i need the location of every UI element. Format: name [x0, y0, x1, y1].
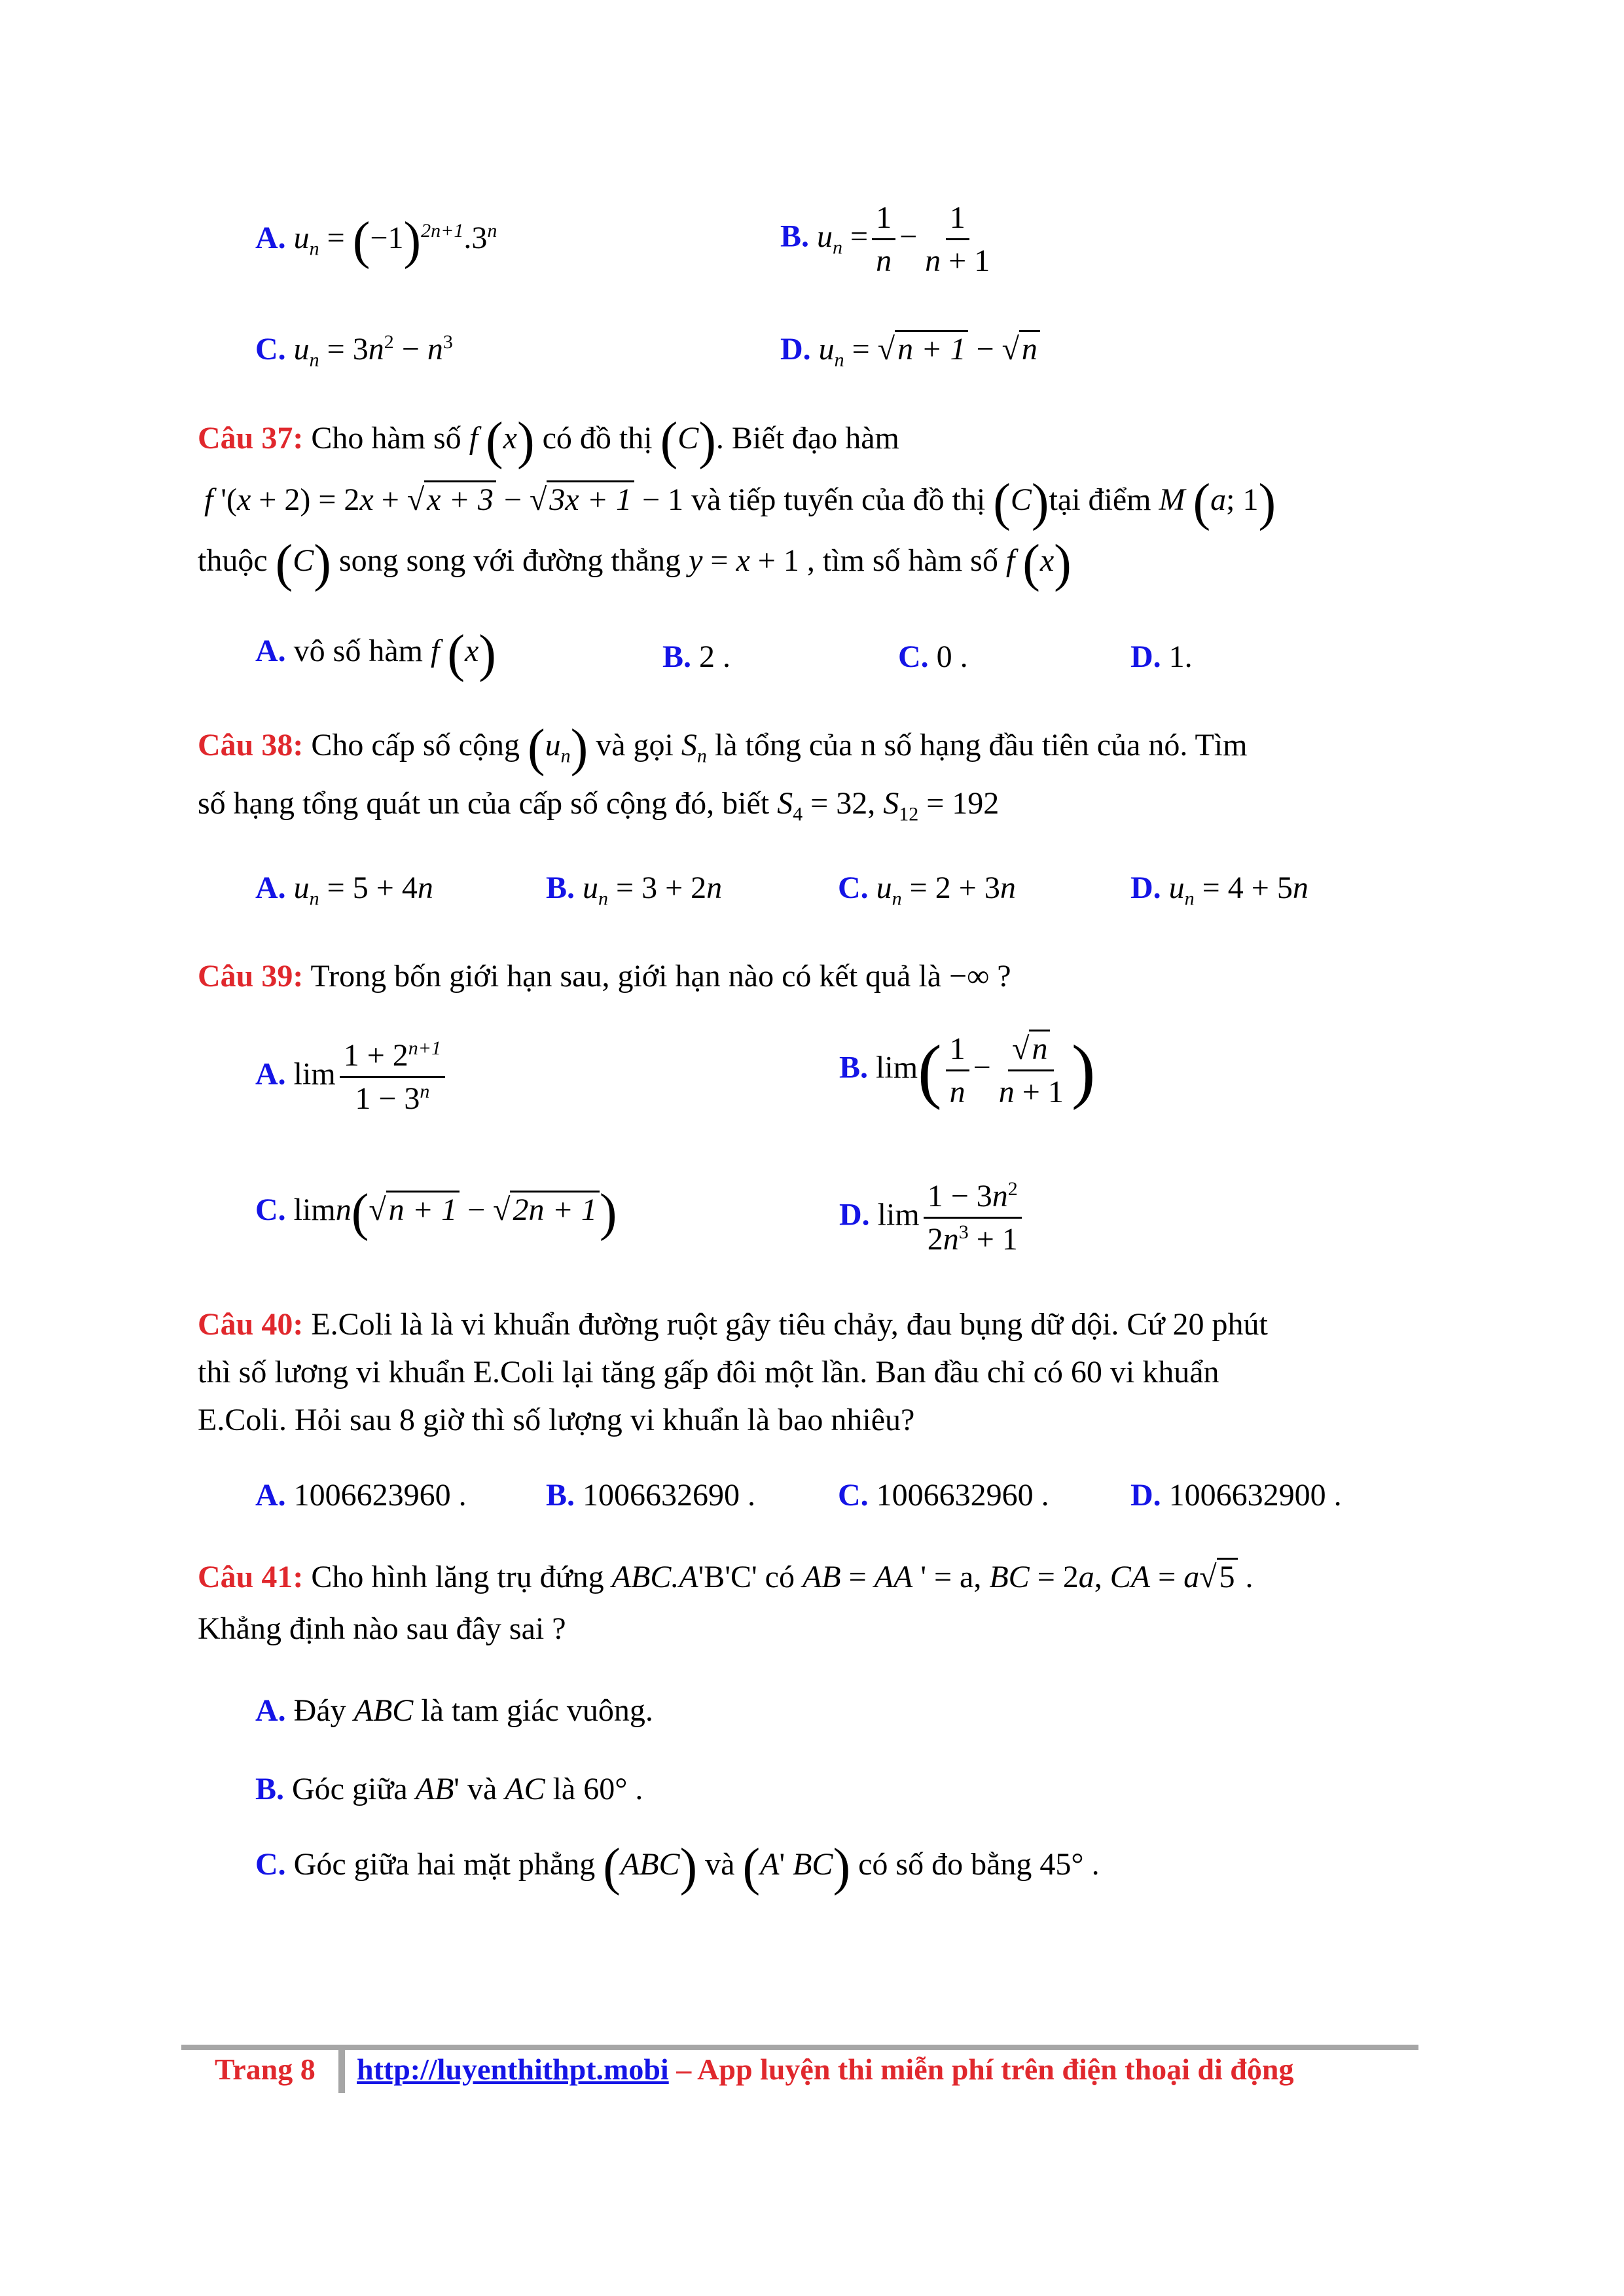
q38-option-c: C. $u_n = 2 + 3n$: [838, 870, 1016, 910]
q37-line2: f '(x + 2) = 2x + √x + 3 − √3x + 1 − 1 và tiếp tuyến của đồ thị (C)tại điểm M (a; 1): [204, 473, 1276, 531]
footer-divider: [338, 2047, 345, 2093]
footer-page-number: Trang 8: [215, 2053, 316, 2086]
question-label: Câu 41:: [198, 1560, 304, 1594]
question-label: Câu 40:: [198, 1307, 304, 1342]
footer-tagline: – App luyện thi miễn phí trên điện thoại di động: [668, 2053, 1294, 2086]
q37-options: [255, 624, 496, 683]
q38-option-b: B. $u_n = 3 + 2n$: [546, 870, 723, 910]
q39-option-c: C. limn(√n + 1 − √2n + 1): [255, 1183, 617, 1242]
q40-line2: thì số lương vi khuẩn E.Coli lại tăng gấp đôi một lần. Ban đầu chỉ có 60 vi khuẩn: [198, 1355, 1219, 1390]
q38-line1: Câu 38: Cho cấp số cộng $(u_n)$ và gọi $S_n$ là tổng của n số hạng đầu tiên của nó. Tìm: [198, 719, 1248, 777]
option-label: B.: [780, 219, 810, 254]
q40-line1: Câu 40: E.Coli là là vi khuẩn đường ruột gây tiêu chảy, đau bụng dữ dội. Cứ 20 phút: [198, 1307, 1268, 1342]
q41-option-b: B. Góc giữa AB' và AC là 60° .: [255, 1772, 643, 1806]
q36-option-b: [780, 200, 998, 279]
footer-rule: [181, 2045, 1418, 2050]
option-label: A.: [255, 221, 286, 255]
q37-line1: Câu 37: Cho hàm số f (x) có đồ thị (C). Biết đạo hàm: [198, 412, 899, 470]
q39-option-b: B. lim( $\frac{1}{n}$ − $\frac{√n}{n + 1}$ ): [839, 1030, 1096, 1111]
q36-a-math: $u_n = (-1)^{2n+1}.3^n$: [293, 211, 497, 270]
q36-option-c: [255, 331, 453, 372]
q39-option-d: D. lim $\frac{1 - 3n^2}{2n^3 + 1}$: [839, 1178, 1026, 1257]
q41-line1: Câu 41: Cho hình lăng trụ đứng ABC.A'B'C' có AB = AA ' = a, BC = 2a, CA = a√5 .: [198, 1558, 1254, 1596]
q40-option-c: C. 1006632960 .: [838, 1478, 1049, 1513]
q36-c-math: $u_n = 3n^2 - n^3$: [293, 331, 453, 371]
q38-option-d: D. $u_n = 4 + 5n$: [1130, 870, 1308, 910]
q41-line2: Khẳng định nào sau đây sai ?: [198, 1611, 566, 1646]
q37-option-b: B. 2 .: [662, 639, 731, 674]
question-label: Câu 39:: [198, 959, 304, 994]
option-label: D.: [780, 332, 811, 367]
q40-option-a: A. 1006623960 .: [255, 1478, 467, 1513]
q40-option-d: D. 1006632900 .: [1130, 1478, 1342, 1513]
q37-option-a: A. vô số hàm f (x): [255, 624, 496, 683]
question-label: Câu 37:: [198, 421, 304, 456]
q39-stem: Câu 39: Trong bốn giới hạn sau, giới hạn nào có kết quả là −∞ ?: [198, 959, 1011, 994]
footer-link[interactable]: http://luyenthithpt.mobi: [357, 2053, 669, 2086]
derivative-equation: f '(x + 2) = 2x + √x + 3 − √3x + 1 − 1: [204, 482, 683, 517]
option-label: C.: [255, 332, 286, 367]
q37-option-c: C. 0 .: [898, 639, 968, 674]
q39-option-a: A. lim $\frac{1 + 2^{n+1}}{1 - 3^n}$: [255, 1037, 449, 1117]
q40-line3: E.Coli. Hỏi sau 8 giờ thì số lượng vi khuẩn là bao nhiêu?: [198, 1403, 915, 1437]
q36-d-math: $u_n = √n + 1 - √n$: [819, 332, 1040, 367]
footer-text: [357, 2052, 1293, 2087]
q41-option-c: C. Góc giữa hai mặt phẳng (ABC) và (A' BC) có số đo bằng 45° .: [255, 1838, 1100, 1896]
q41-option-a: A. Đáy ABC là tam giác vuông.: [255, 1693, 653, 1728]
q36-option-d: [780, 331, 1040, 372]
q38-line2: số hạng tổng quát un của cấp số cộng đó, biết $S_4 = 32$, $S_{12} = 192$: [198, 786, 1000, 825]
q37-line3: thuộc (C) song song với đường thẳng y = x + 1 , tìm số hàm số f (x): [198, 534, 1072, 592]
q40-option-b: B. 1006632690 .: [546, 1478, 756, 1513]
question-label: Câu 38:: [198, 728, 304, 762]
q38-option-a: A. $u_n = 5 + 4n$: [255, 870, 433, 910]
q37-option-d: D. 1.: [1130, 639, 1193, 674]
q36-option-a: [255, 211, 497, 270]
q36-b-math: $u_n$ = $\frac{1}{n}$ − $\frac{1}{n + 1}$: [817, 200, 990, 279]
